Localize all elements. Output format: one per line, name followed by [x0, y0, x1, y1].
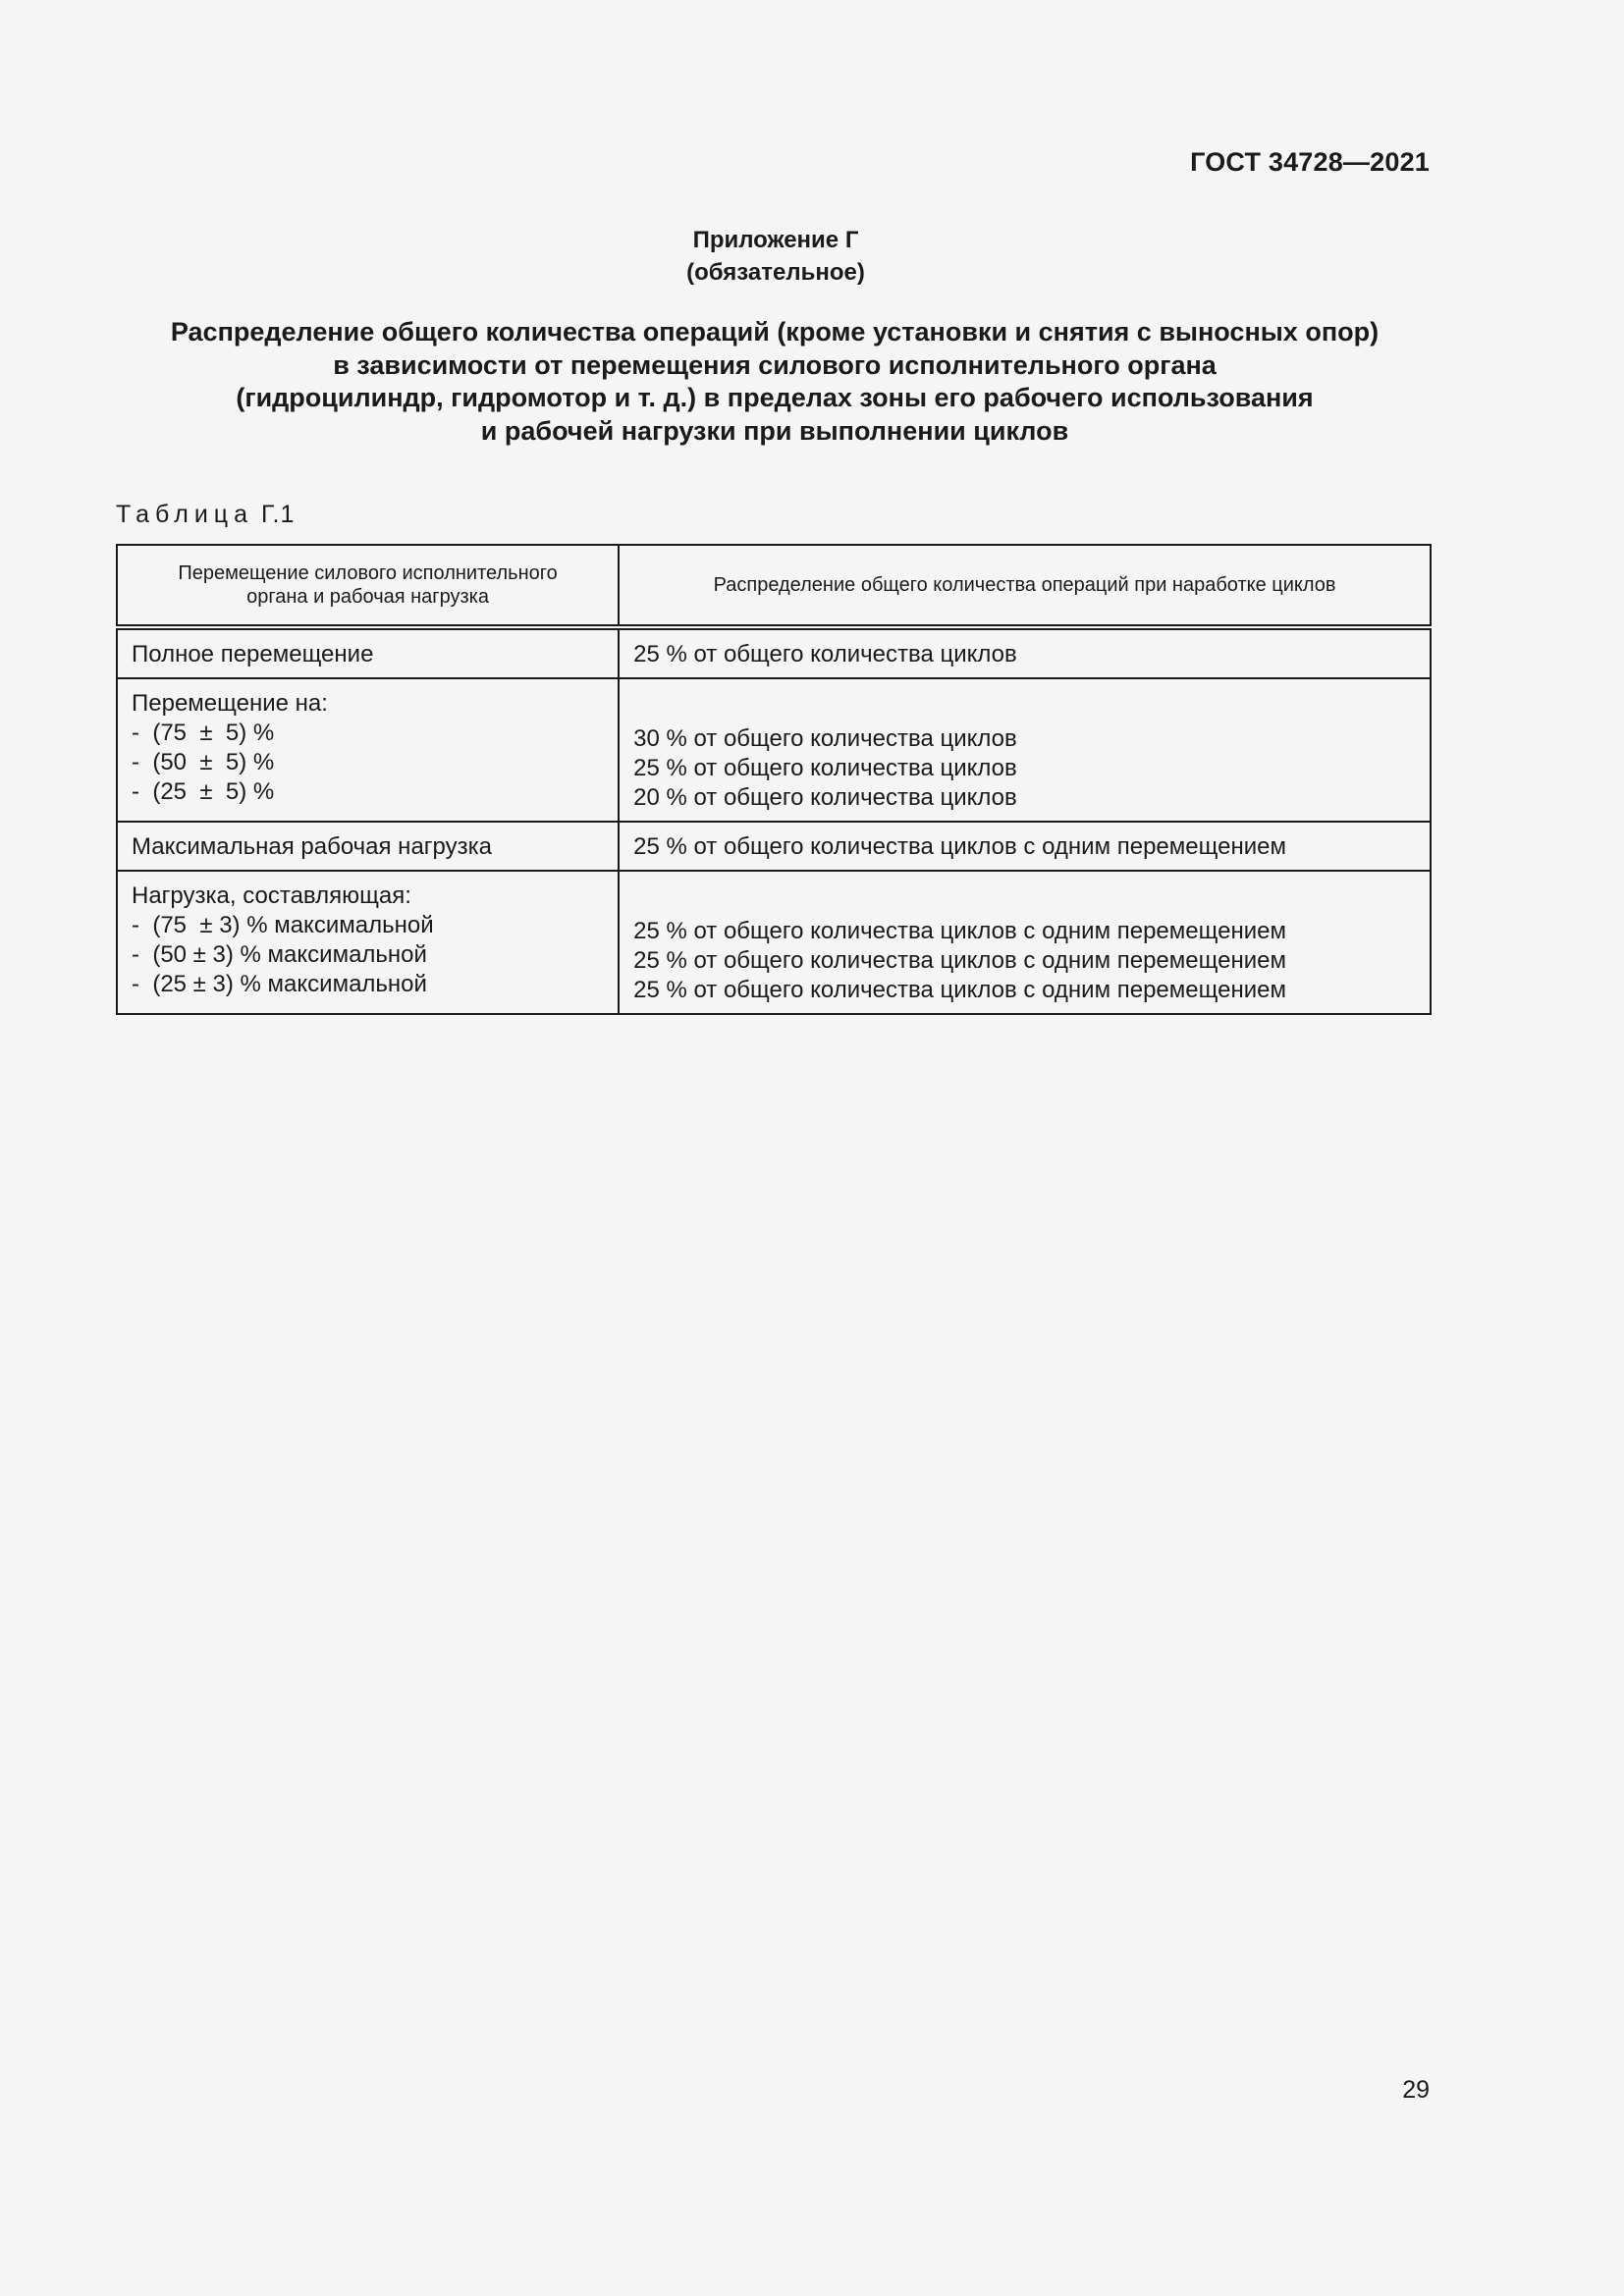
- row-value: 25 % от общего количества циклов: [633, 755, 1017, 781]
- table-cell-right: [619, 627, 1431, 678]
- spacer: [633, 689, 1416, 724]
- table-cell-right: [619, 678, 1431, 822]
- section-title-line: (гидроцилиндр, гидромотор и т. д.) в пределах зоны его рабочего использования: [236, 383, 1314, 412]
- page-number: 29: [1402, 2076, 1430, 2104]
- header-cell-distribution: Распределение общего количества операций при наработке циклов: [619, 545, 1431, 627]
- table-header-row: [117, 545, 1431, 627]
- row-value: 25 % от общего количества циклов с одним перемещением: [633, 833, 1286, 860]
- row-item: - (50 ± 5) %: [132, 749, 275, 775]
- row-title: Максимальная рабочая нагрузка: [132, 833, 492, 860]
- row-value: 25 % от общего количества циклов с одним перемещением: [633, 977, 1286, 1003]
- spacer: [633, 881, 1416, 917]
- appendix-heading: [0, 224, 1551, 289]
- row-item: - (75 ± 5) %: [132, 720, 275, 746]
- row-value: 25 % от общего количества циклов с одним перемещением: [633, 918, 1286, 944]
- table-row: [117, 822, 1431, 871]
- table-row: [117, 627, 1431, 678]
- distribution-table: [116, 544, 1432, 1015]
- section-title: [116, 316, 1434, 448]
- appendix-status: (обязательное): [686, 259, 865, 286]
- table-cell-left: [117, 627, 619, 678]
- table-cell-left: [117, 871, 619, 1014]
- table-cell-left: [117, 822, 619, 871]
- row-value: 30 % от общего количества циклов: [633, 725, 1017, 752]
- row-item: - (25 ± 3) % максимальной: [132, 971, 427, 997]
- row-value: 20 % от общего количества циклов: [633, 784, 1017, 811]
- table-caption-number: Г.1: [261, 501, 296, 528]
- row-value: 25 % от общего количества циклов: [633, 641, 1017, 667]
- row-item: - (75 ± 3) % максимальной: [132, 912, 434, 938]
- table-row: [117, 678, 1431, 822]
- section-title-line: в зависимости от перемещения силового исполнительного органа: [333, 349, 1217, 380]
- row-title: Нагрузка, составляющая:: [132, 882, 411, 909]
- table-cell-right: [619, 871, 1431, 1014]
- header-text: Перемещение силового исполнительного: [178, 562, 558, 584]
- appendix-title: Приложение Г: [692, 227, 859, 253]
- table-caption-word: Таблица: [116, 501, 254, 528]
- document-code: ГОСТ 34728—2021: [1190, 147, 1430, 177]
- row-value: 25 % от общего количества циклов с одним перемещением: [633, 947, 1286, 974]
- row-title: Перемещение на:: [132, 690, 328, 717]
- header-text: органа и рабочая нагрузка: [246, 586, 489, 608]
- table-row: [117, 871, 1431, 1014]
- table-cell-right: [619, 822, 1431, 871]
- row-item: - (25 ± 5) %: [132, 778, 275, 805]
- table-caption: [116, 501, 295, 529]
- table-cell-left: [117, 678, 619, 822]
- header-cell-displacement: [117, 545, 619, 627]
- section-title-line: и рабочей нагрузки при выполнении циклов: [480, 415, 1069, 446]
- row-title: Полное перемещение: [132, 641, 374, 667]
- section-title-line: Распределение общего количества операций (кроме установки и снятия с выносных опор): [170, 317, 1380, 347]
- row-item: - (50 ± 3) % максимальной: [132, 941, 427, 968]
